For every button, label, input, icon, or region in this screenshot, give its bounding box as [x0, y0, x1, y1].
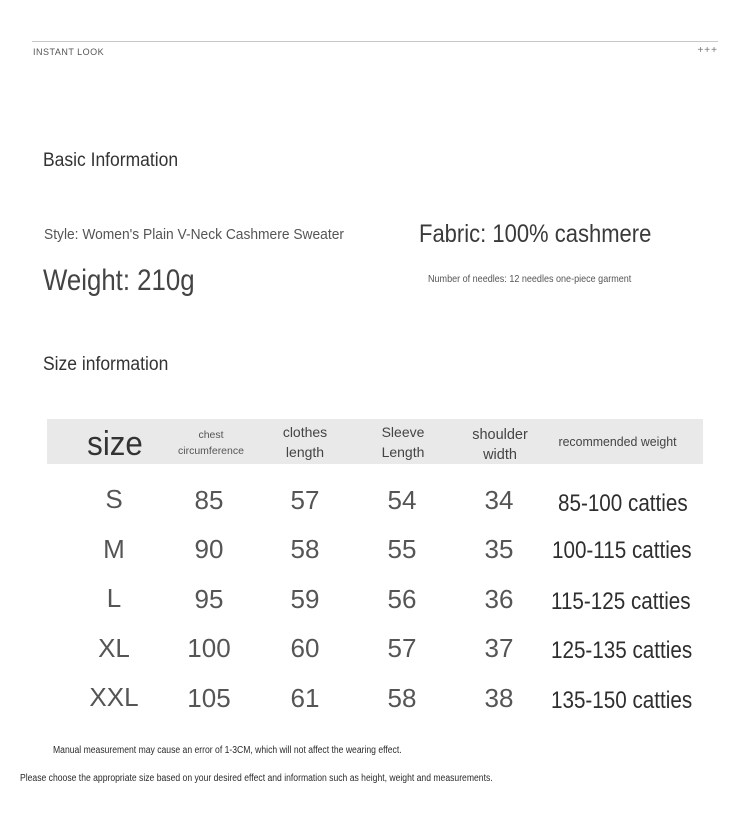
style-text: Style: Women's Plain V-Neck Cashmere Sweater [44, 226, 344, 243]
col-header-clothes-length [270, 423, 340, 462]
table-cell-size: XXL [89, 682, 139, 712]
header-divider [32, 41, 718, 42]
size-choice-note: Please choose the appropriate size based on your desired effect and information such as height, weight and measurements. [20, 773, 493, 784]
col-header-shoulder-width [462, 425, 538, 466]
table-cell-clothes-length: 60 [290, 633, 320, 663]
table-cell-shoulder-width: 36 [484, 584, 514, 614]
table-cell-sleeve-length: 58 [387, 683, 417, 713]
measurement-note: Manual measurement may cause an error of 1-3CM, which will not affect the wearing effect. [53, 745, 402, 756]
table-cell-recommended-weight: 100-115 catties [552, 537, 692, 564]
table-cell-clothes-length: 59 [290, 584, 320, 614]
table-cell-size: M [103, 534, 125, 564]
table-cell-size: S [105, 484, 123, 514]
col-header-sleeve-line1: Sleeve [381, 424, 425, 440]
col-header-sleeve-line2: Length [381, 443, 425, 460]
table-cell-chest: 85 [194, 485, 224, 515]
table-cell-chest: 100 [187, 633, 231, 663]
col-header-clothes-line1: clothes [282, 424, 328, 440]
table-cell-sleeve-length: 55 [387, 534, 417, 564]
fabric-text: Fabric: 100% cashmere [419, 220, 652, 248]
table-cell-sleeve-length: 56 [387, 584, 417, 614]
col-header-shoulder-line2: width [483, 447, 517, 464]
table-cell-recommended-weight: 85-100 catties [558, 490, 688, 517]
col-header-chest-line1: chest [198, 429, 224, 441]
col-header-chest [166, 428, 256, 460]
table-cell-shoulder-width: 37 [484, 633, 514, 663]
table-cell-recommended-weight: 135-150 catties [551, 687, 693, 714]
col-header-shoulder-line1: shoulder [472, 427, 528, 443]
table-cell-shoulder-width: 34 [484, 485, 514, 515]
brand-label: INSTANT LOOK [33, 47, 105, 57]
table-cell-size: L [106, 583, 122, 613]
weight-text: Weight: 210g [43, 264, 195, 297]
col-header-size: size [87, 425, 143, 463]
needles-text: Number of needles: 12 needles one-piece garment [428, 273, 632, 285]
table-cell-clothes-length: 58 [290, 534, 320, 564]
col-header-chest-line2: circumference [178, 444, 244, 457]
col-header-clothes-line2: length [285, 443, 325, 460]
col-header-recommended-weight: recommended weight [558, 434, 677, 449]
table-cell-sleeve-length: 54 [387, 485, 417, 515]
table-cell-recommended-weight: 115-125 catties [551, 588, 691, 615]
table-cell-sleeve-length: 57 [387, 633, 417, 663]
table-cell-recommended-weight: 125-135 catties [551, 637, 693, 664]
size-info-title: Size information [43, 354, 169, 375]
table-cell-chest: 105 [187, 683, 231, 713]
table-cell-size: XL [98, 633, 130, 663]
basic-info-title: Basic Information [43, 150, 179, 171]
plus-mark: +++ [697, 45, 718, 56]
table-cell-clothes-length: 57 [290, 485, 320, 515]
table-cell-clothes-length: 61 [290, 683, 320, 713]
table-cell-chest: 90 [194, 534, 224, 564]
table-cell-chest: 95 [194, 584, 224, 614]
table-cell-shoulder-width: 38 [484, 683, 514, 713]
col-header-sleeve-length [368, 423, 438, 462]
table-cell-shoulder-width: 35 [484, 534, 514, 564]
